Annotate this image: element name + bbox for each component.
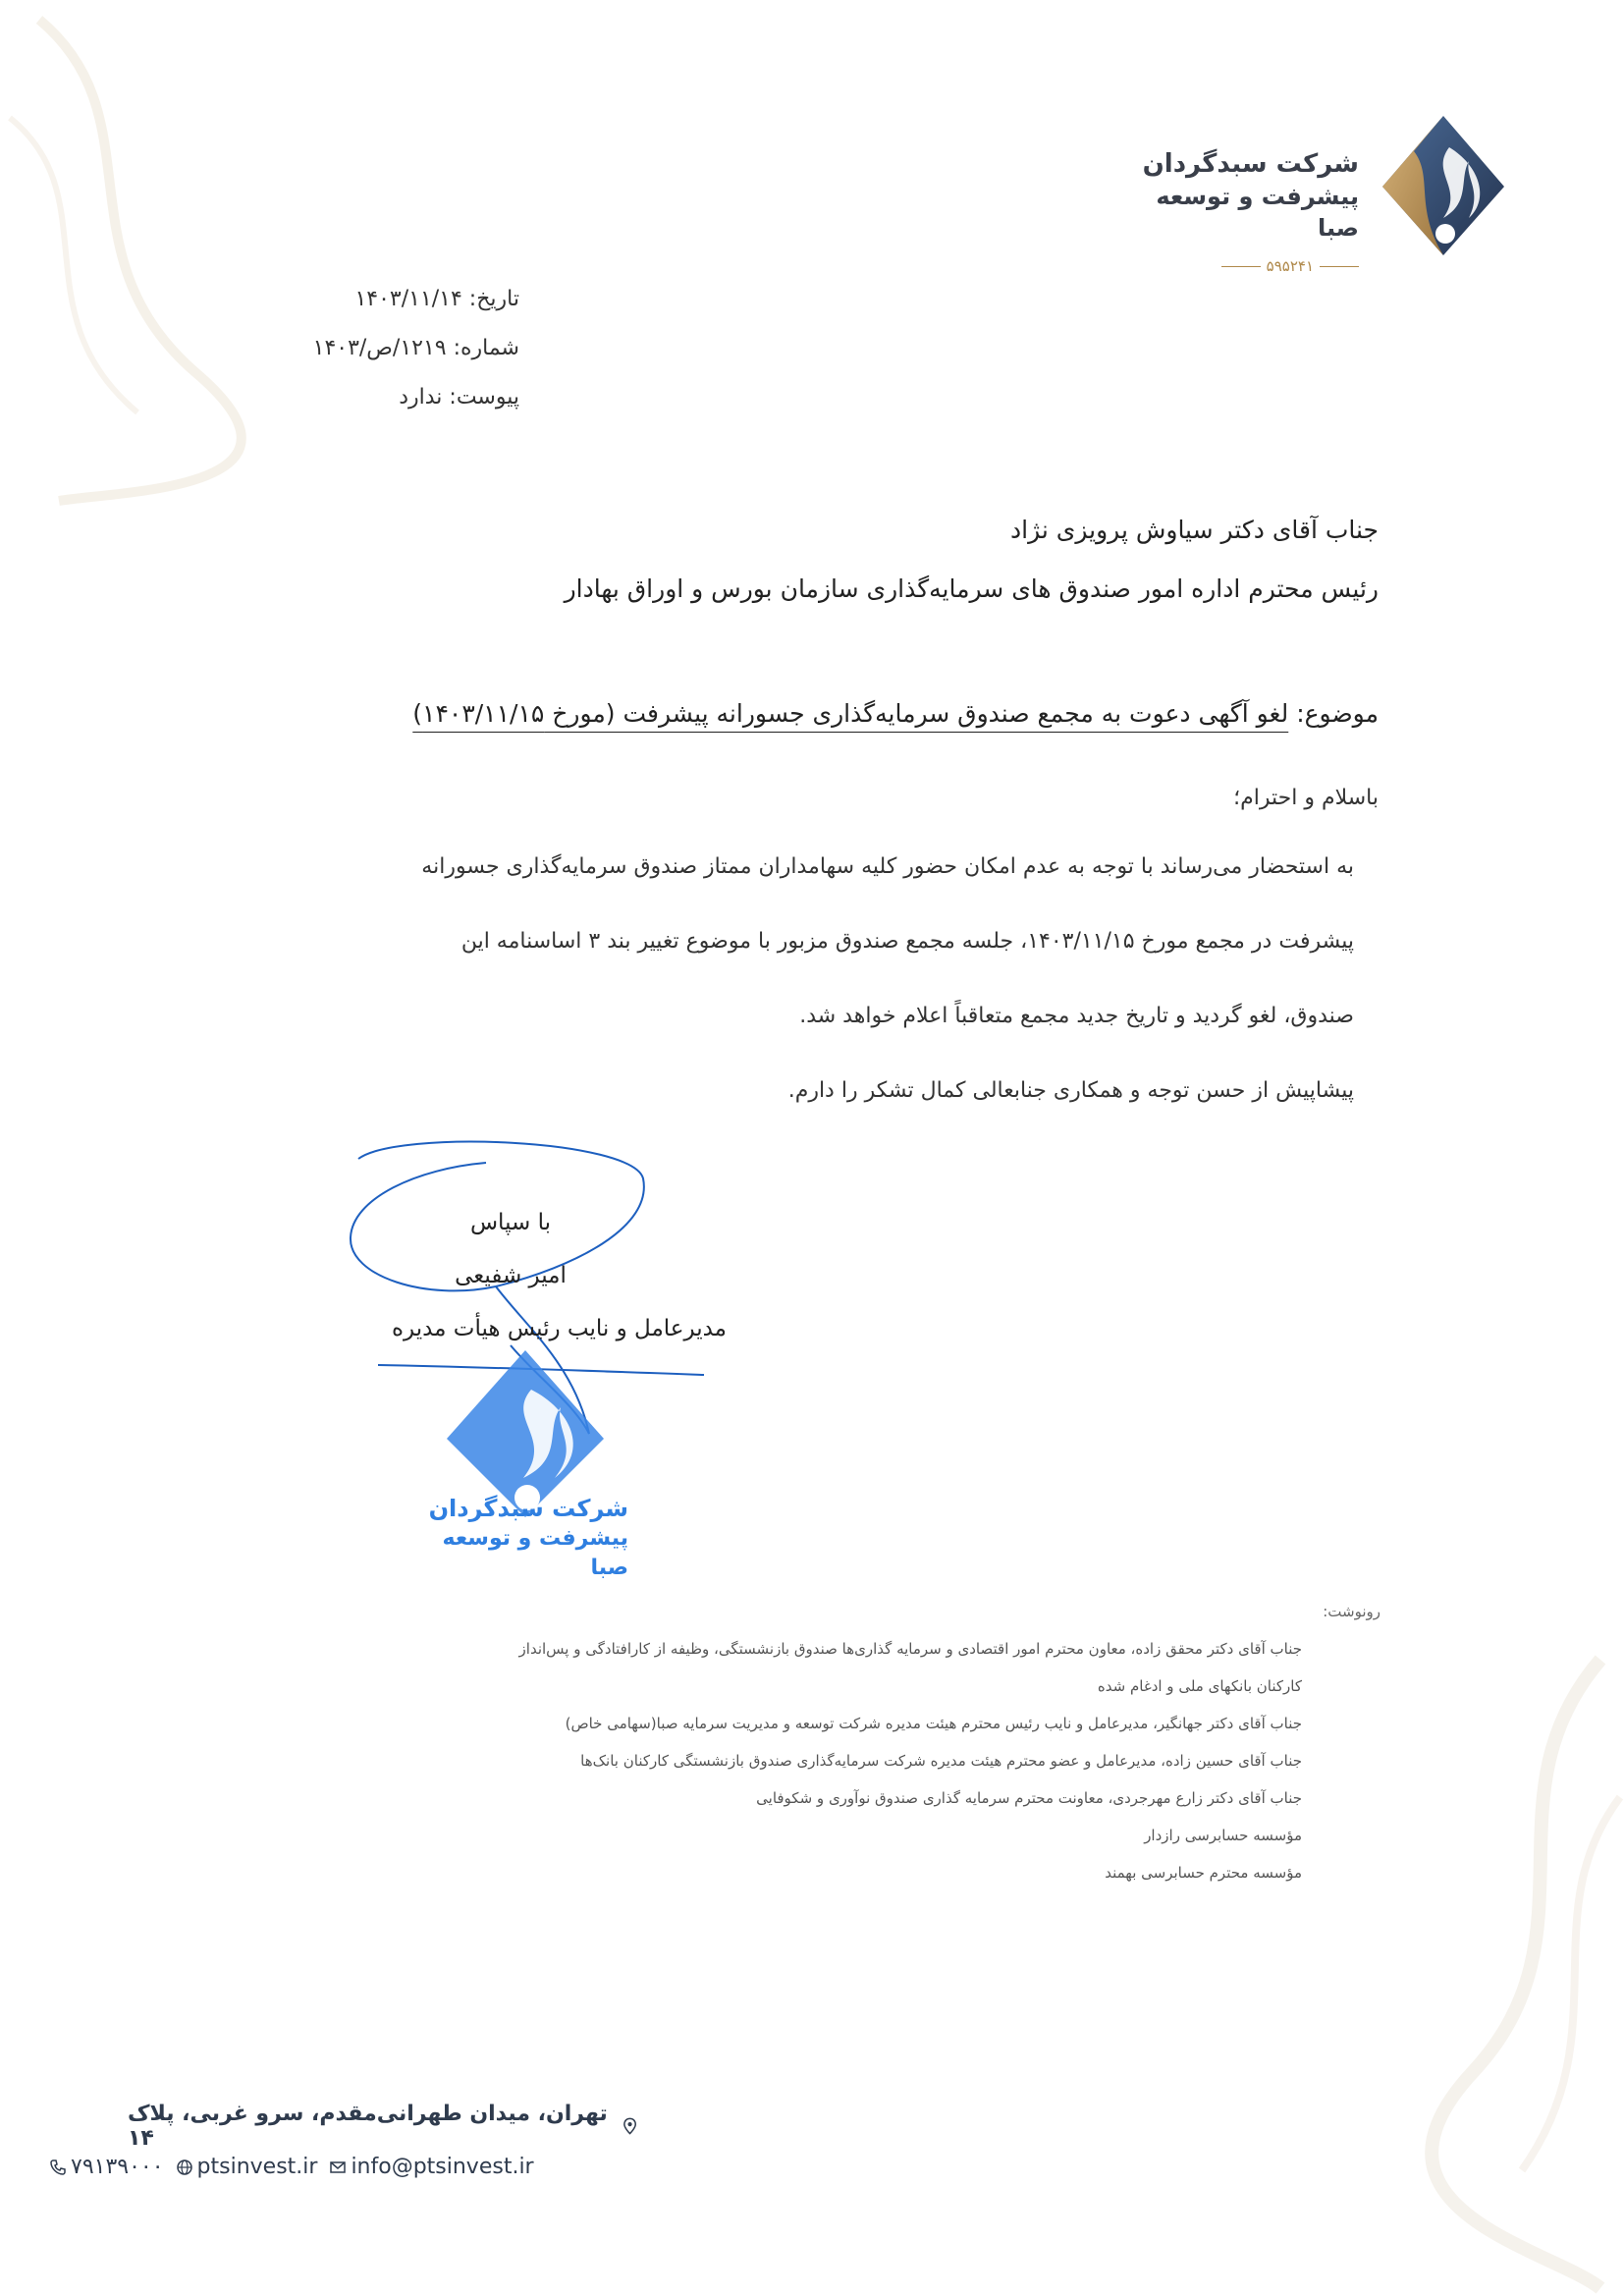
cc-item: مؤسسه حسابرسی رازدار (1144, 1827, 1302, 1844)
signature-role: مدیرعامل و نایب رئیس هیأت مدیره (391, 1316, 727, 1341)
body-line-2: پیشرفت در مجمع مورخ ۱۴۰۳/۱۱/۱۵، جلسه مجمع صندوق مزبور با موضوع تغییر بند ۳ اساسنامه این (460, 929, 1354, 954)
cc-item: جناب آقای حسین زاده، مدیرعامل و عضو محترم هیئت مدیره شرکت سرمایه‌گذاری صندوق بازنشستگی کارکنان بانک‌ها (580, 1752, 1302, 1770)
greeting: باسلام و احترام؛ (1233, 786, 1379, 810)
footer-website[interactable]: ptsinvest.ir (176, 2155, 318, 2179)
letter-subject (200, 699, 1379, 728)
logo-registration: ۵۹۵۲۴۱ (1133, 257, 1359, 275)
subject-label: موضوع: (1296, 699, 1379, 728)
footer-contacts (49, 2155, 638, 2179)
background-flourish-bottom-right (1306, 1620, 1624, 2296)
cc-title: رونوشت: (1323, 1603, 1380, 1620)
letter-number: شماره: ۱۲۱۹/ص/۱۴۰۳ (312, 336, 519, 360)
letter-attachment: پیوست: ندارد (399, 385, 519, 410)
letter-meta (264, 275, 519, 422)
location-pin-icon (622, 2117, 638, 2135)
cc-item: کارکنان بانکهای ملی و ادغام شده (1097, 1677, 1302, 1695)
cc-item: مؤسسه محترم حسابرسی بهمند (1105, 1864, 1302, 1882)
phone-icon (49, 2159, 67, 2176)
cc-item: جناب آقای دکتر محقق زاده، معاون محترم امور اقتصادی و سرمایه گذاری‌ها صندوق بازنشستگی، وظیفه از کارافتادگی و پس‌انداز (518, 1640, 1302, 1658)
addressee-title: رئیس محترم اداره امور صندوق های سرمایه‌گذاری سازمان بورس و اوراق بهادار (564, 574, 1379, 603)
cc-list (222, 1603, 1380, 1891)
cc-item: جناب آقای دکتر زارع مهرجردی، معاونت محترم سرمایه گذاری صندوق نوآوری و شکوفایی (756, 1789, 1302, 1807)
addressee (200, 501, 1379, 619)
globe-icon (176, 2159, 193, 2176)
body-line-1: به استحضار می‌رساند با توجه به عدم امکان حضور کلیه سهامداران ممتاز صندوق سرمایه‌گذاری جسورانه (421, 854, 1354, 879)
addressee-name: جناب آقای دکتر سیاوش پرویزی نژاد (1009, 516, 1379, 544)
footer-phone: ۷۹۱۳۹۰۰۰ (49, 2155, 164, 2179)
body-line-3: صندوق، لغو گردید و تاریخ جدید مجمع متعاقباً اعلام خواهد شد. (799, 1004, 1354, 1028)
company-logo-text (1133, 147, 1359, 275)
signature-name: امیر شفیعی (455, 1263, 567, 1288)
letter-date: تاریخ: ۱۴۰۳/۱۱/۱۴ (354, 287, 519, 311)
background-flourish-top-left (0, 0, 314, 511)
cc-item: جناب آقای دکتر جهانگیر، مدیرعامل و نایب رئیس محترم هیئت مدیره شرکت توسعه و مدیریت سرمایه صبا(سهامی خاص) (565, 1715, 1302, 1732)
subject-text: لغو آگهی دعوت به مجمع صندوق سرمایه‌گذاری جسورانه پیشرفت (مورخ ۱۴۰۳/۱۱/۱۵) (412, 699, 1289, 728)
signature-thanks: با سپاس (469, 1210, 552, 1235)
signature-block (295, 1196, 727, 1355)
footer-email[interactable]: info@ptsinvest.ir (329, 2155, 533, 2179)
letter-body (284, 830, 1354, 1128)
footer (49, 2102, 638, 2179)
body-closing: پیشاپیش از حسن توجه و همکاری جنابعالی کمال تشکر را دارم. (787, 1078, 1354, 1103)
footer-address: تهران، میدان طهرانی‌مقدم، سرو غربی، پلاک ۱۴ (128, 2102, 638, 2151)
logo-name-line1: شرکت سبدگردان (1142, 149, 1359, 179)
company-stamp-text: شرکت سبدگردان پیشرفت و توسعه صبا (428, 1495, 628, 1580)
company-logo-emblem (1375, 108, 1512, 265)
email-icon (329, 2159, 347, 2176)
logo-name-line2: پیشرفت و توسعه صبا (1156, 183, 1359, 242)
